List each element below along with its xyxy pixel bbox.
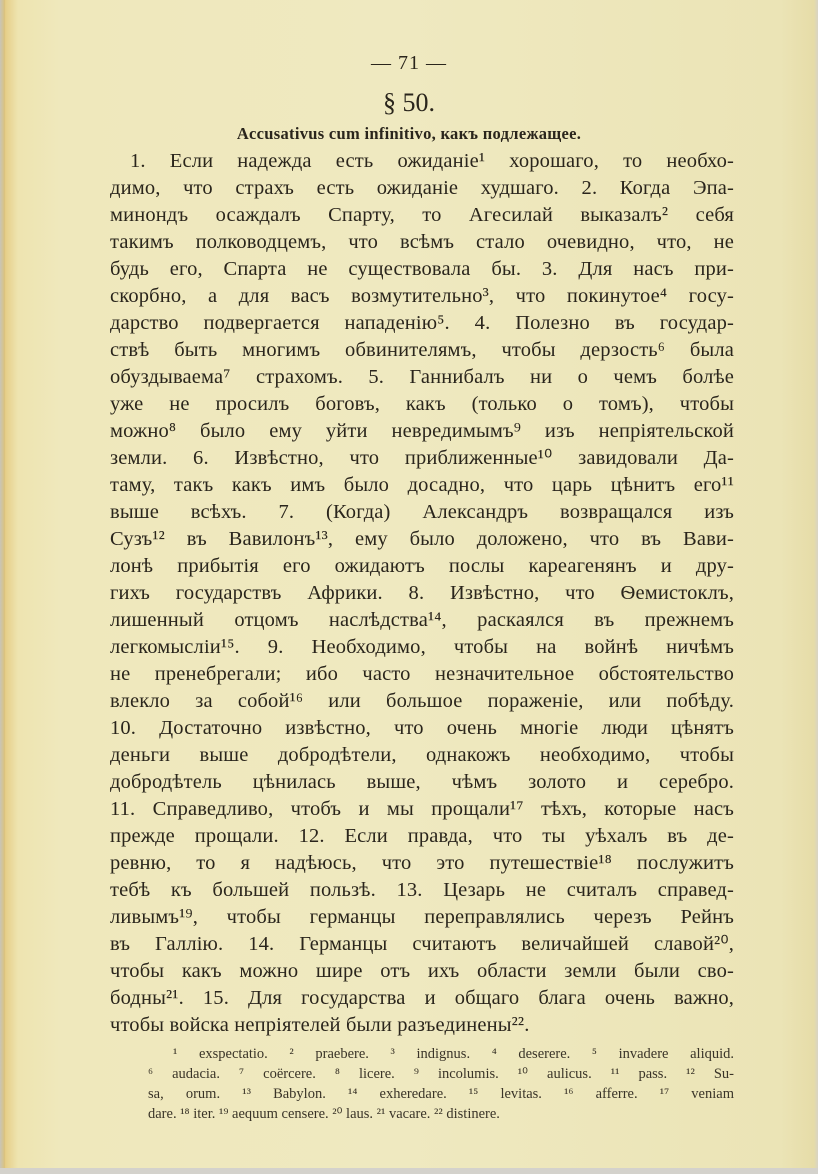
body-line: тебѣ къ большей пользѣ. 13. Цезарь не считалъ справед-	[110, 879, 734, 901]
body-line: гихъ государствъ Африки. 8. Извѣстно, что Ѳемистоклъ,	[110, 582, 734, 604]
body-line: ствѣ быть многимъ обвинителямъ, чтобы дерзость⁶ была	[110, 339, 734, 361]
body-line: уже не просилъ боговъ, какъ (только о томъ), чтобы	[110, 393, 734, 415]
body-line: дарство подвергается нападенію⁵. 4. Полезно въ государ-	[110, 312, 734, 334]
body-line: будь его, Спарта не существовала бы. 3. Для насъ при-	[110, 258, 734, 280]
footnote-line: sa, orum. ¹³ Babylon. ¹⁴ exheredare. ¹⁵ levitas. ¹⁶ afferre. ¹⁷ veniam	[148, 1086, 734, 1102]
body-line: минондъ осаждалъ Спарту, то Агесилай выказалъ² себя	[110, 204, 734, 226]
body-line: деньги выше добродѣтели, однакожъ необходимо, чтобы	[110, 744, 734, 766]
body-line: ливымъ¹⁹, чтобы германцы переправлялись черезъ Рейнъ	[110, 906, 734, 928]
body-line: лонѣ прибытія его ожидаютъ послы кареагенянъ и дру-	[110, 555, 734, 577]
body-line: ревню, то я надѣюсь, что это путешествіе¹⁸ послужитъ	[110, 852, 734, 874]
section-title: Accusativus cum infinitivo, какъ подлежащее.	[236, 124, 582, 143]
body-line: выше всѣхъ. 7. (Когда) Александръ возвращался изъ	[110, 501, 734, 523]
body-line: добродѣтель цѣнилась выше, чѣмъ золото и серебро.	[110, 771, 734, 793]
body-line: лишенный отцомъ наслѣдства¹⁴, раскаялся въ прежнемъ	[110, 609, 734, 631]
page-edge-shadow	[0, 0, 5, 1174]
footnote-line: ⁶ audacia. ⁷ coërcere. ⁸ licere. ⁹ incolumis. ¹⁰ aulicus. ¹¹ pass. ¹² Su-	[148, 1066, 734, 1082]
body-line: чтобы какъ можно шире отъ ихъ области земли были сво-	[110, 960, 734, 982]
body-line: можно⁸ было ему уйти невредимымъ⁹ изъ непріятельской	[110, 420, 734, 442]
body-line: димо, что страхъ есть ожиданіе худшаго. 2. Когда Эпа-	[110, 177, 734, 199]
body-line: прежде прощали. 12. Если правда, что ты уѣхалъ въ де-	[110, 825, 734, 847]
body-line: чтобы войска непріятелей были разъединены²².	[110, 1014, 530, 1036]
body-line: обуздываема⁷ страхомъ. 5. Ганнибалъ ни о чемъ болѣе	[110, 366, 734, 388]
body-line: влекло за собой¹⁶ или большое пораженіе, или побѣду.	[110, 690, 734, 712]
body-line: таму, такъ какъ имъ было досадно, что царь цѣнитъ его¹¹	[110, 474, 734, 496]
footnote-line: ¹ exspectatio. ² praebere. ³ indignus. ⁴ deserere. ⁵ invadere aliquid.	[173, 1046, 734, 1062]
body-line: скорбно, а для васъ возмутительно³, что покинутое⁴ госу-	[110, 285, 734, 307]
body-line: бодны²¹. 15. Для государства и общаго блага очень важно,	[110, 987, 734, 1009]
page-number: — 71 —	[371, 52, 447, 74]
body-line: 1. Если надежда есть ожиданіе¹ хорошаго, то необхо-	[130, 150, 734, 172]
body-line: не пренебрегали; ибо часто незначительное обстоятельство	[110, 663, 734, 685]
body-line: 10. Достаточно извѣстно, что очень многіе люди цѣнятъ	[110, 717, 734, 739]
body-line: 11. Справедливо, чтобъ и мы прощали¹⁷ тѣхъ, которые насъ	[110, 798, 734, 820]
body-line: въ Галлію. 14. Германцы считаютъ величайшей славой²⁰,	[110, 933, 734, 955]
body-line: Сузъ¹² въ Вавилонъ¹³, ему было доложено, что въ Вави-	[110, 528, 734, 550]
body-line: легкомысліи¹⁵. 9. Необходимо, чтобы на войнѣ ничѣмъ	[110, 636, 734, 658]
body-line: земли. 6. Извѣстно, что приближенные¹⁰ завидовали Да-	[110, 447, 734, 469]
footnote-line: dare. ¹⁸ iter. ¹⁹ aequum censere. ²⁰ laus. ²¹ vacare. ²² distinere.	[148, 1106, 500, 1122]
body-line: такимъ полководцемъ, что всѣмъ стало очевидно, что, не	[110, 231, 734, 253]
section-heading: § 50.	[383, 88, 435, 117]
